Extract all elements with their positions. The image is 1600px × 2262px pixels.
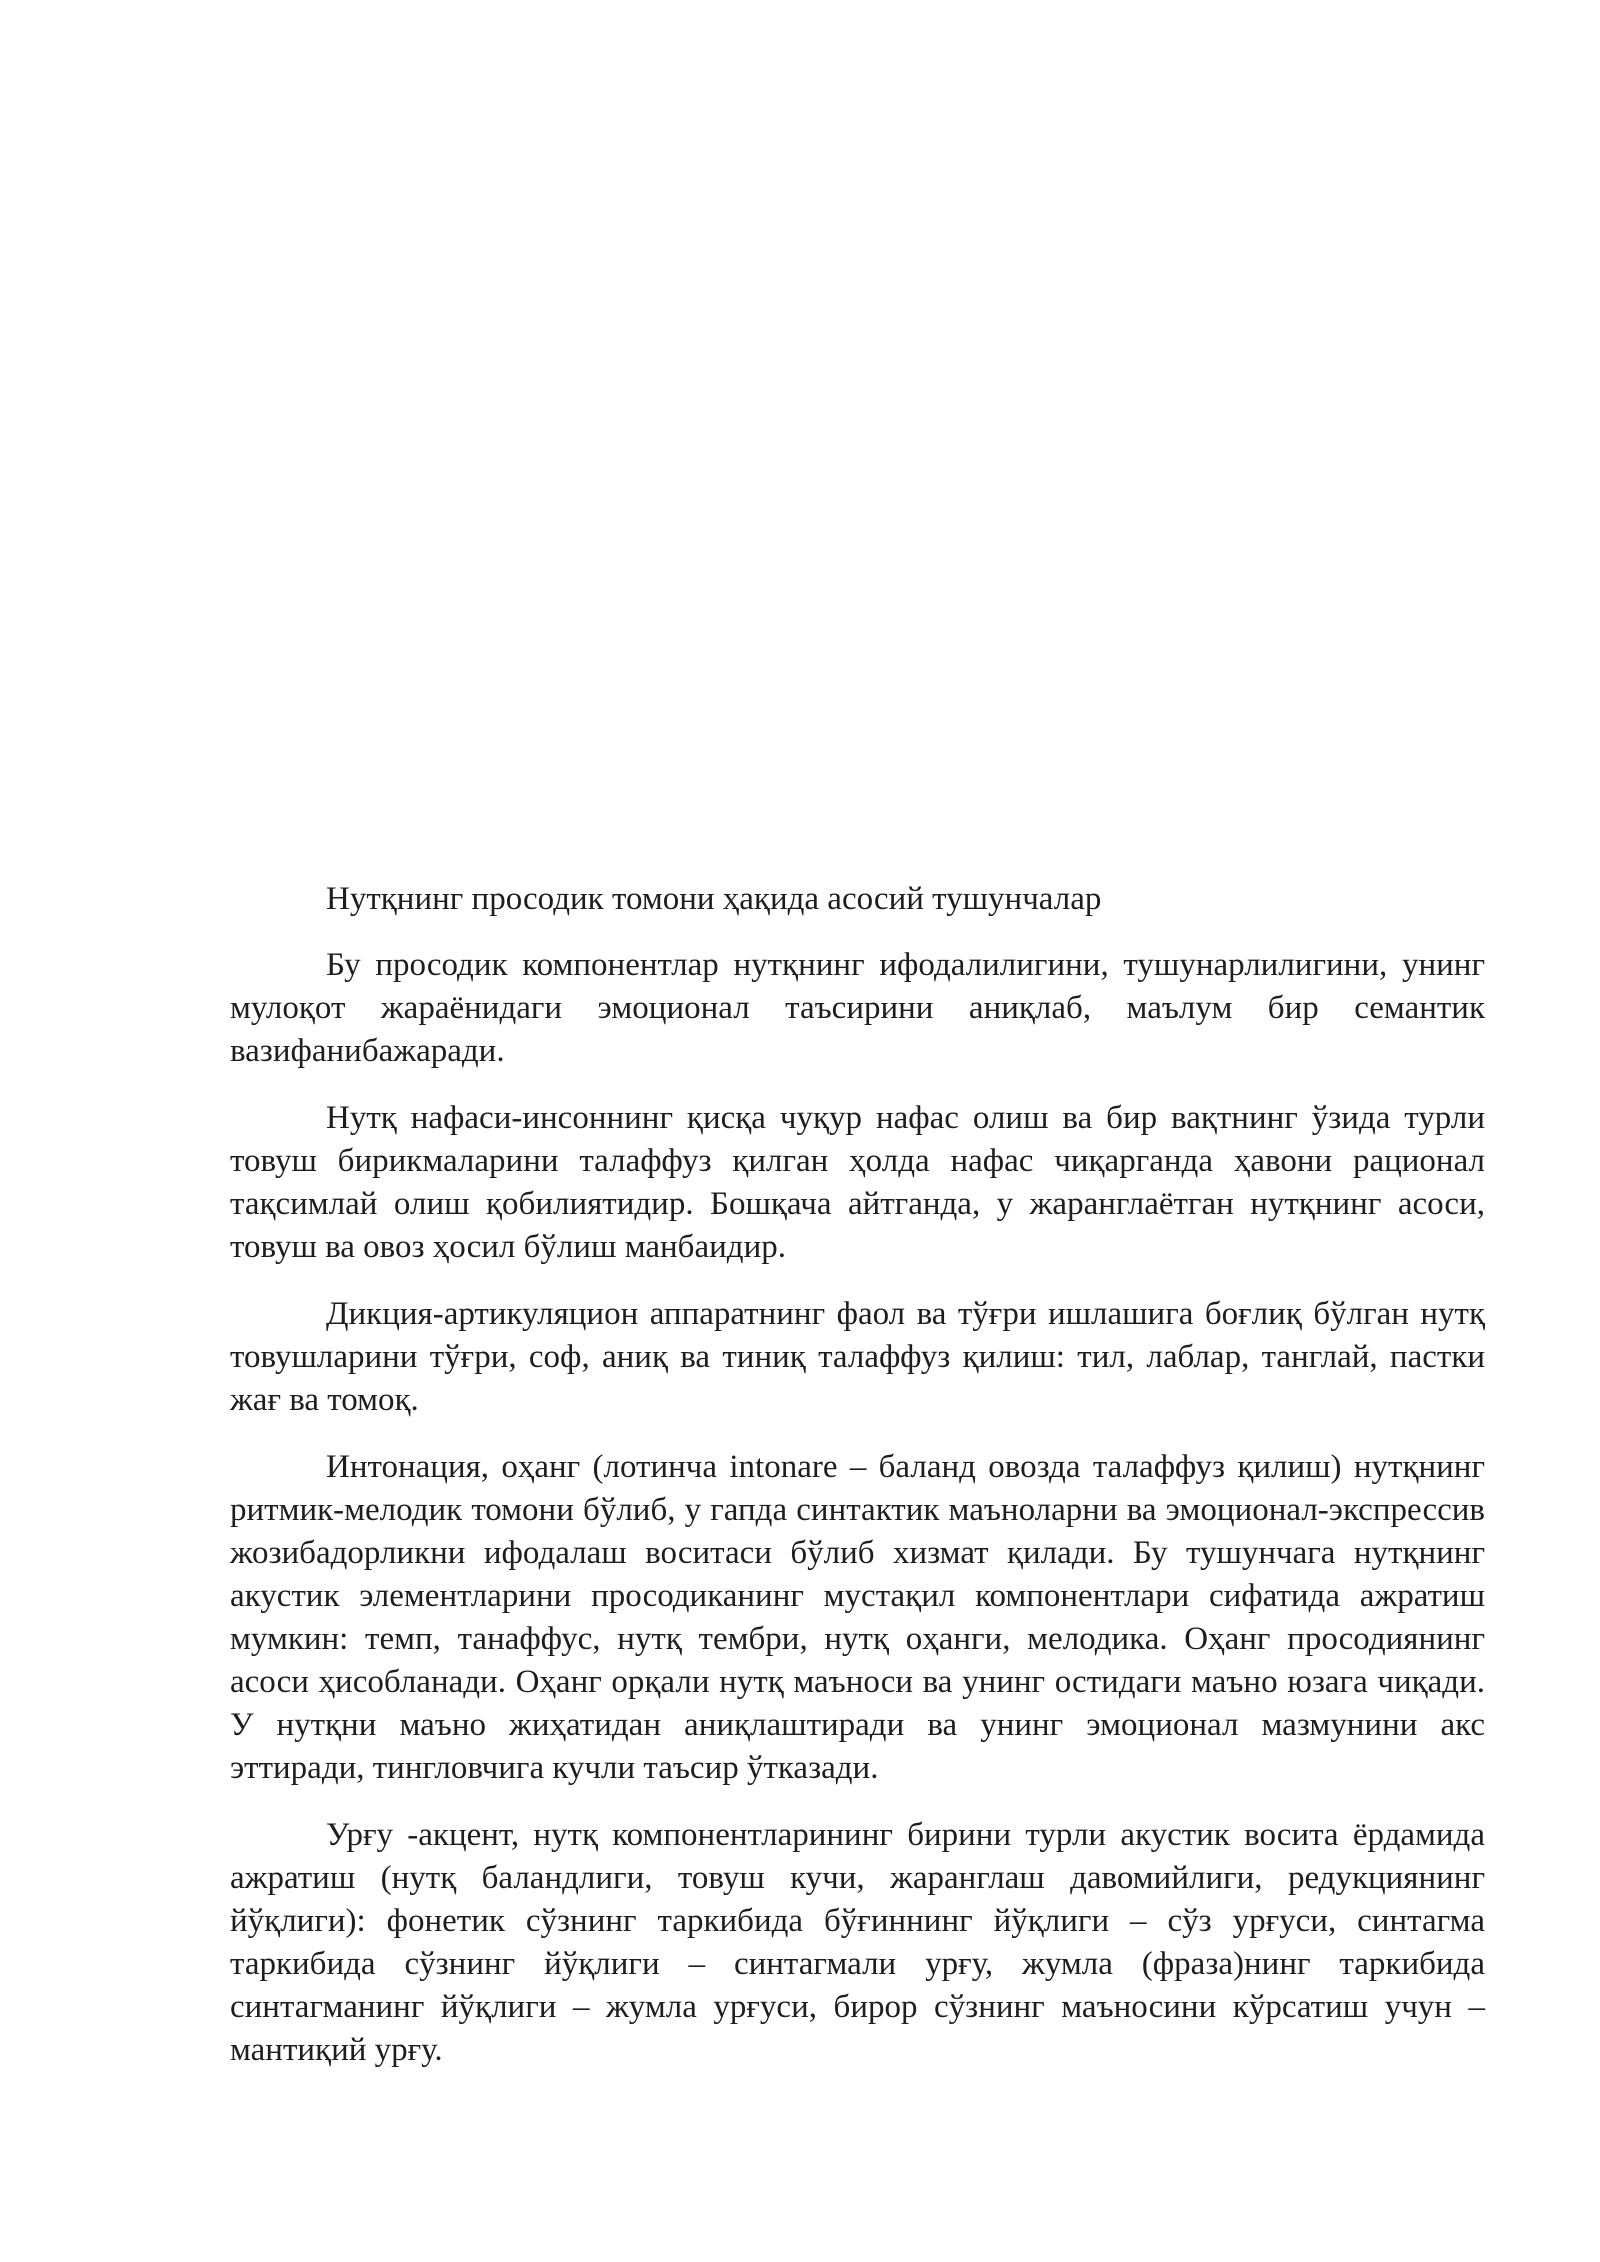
paragraph-speech-breathing: Нутқ нафаси-инсоннинг қисқа чуқур нафас олиш ва бир вақтнинг ўзида турли товуш бирикмаларини талаффуз қилган ҳолда нафас чиқарганда ҳавони рационал тақсимлай олиш қобилиятидир. Бошқача айтганда, у жаранглаётган нутқнинг асоси, товуш ва овоз ҳосил бўлиш манбаидир. [230, 1100, 1485, 1265]
paragraph-stress-accent: Урғу -акцент, нутқ компонентларининг бирини турли акустик восита ёрдамида ажратиш (нутқ баландлиги, товуш кучи, жаранглаш давомийлиги, редукциянинг йўқлиги): фонетик сўзнинг таркибида бўғиннинг йўқлиги – сўз урғуси, синтагма таркибида сўзнинг йўқлиги – синтагмали урғу, жумла (фраза)нинг таркибида синтагманинг йўқлиги – жумла урғуси, бирор сўзнинг маъносини кўрсатиш учун – мантиқий урғу. [230, 1817, 1485, 2068]
document-body [230, 878, 1485, 2096]
paragraph-intonation: Интонация, оҳанг (лотинча intonare – баланд овозда талаффуз қилиш) нутқнинг ритмик-мелодик томони бўлиб, у гапда синтактик маъноларни ва эмоционал-экспрессив жозибадорликни ифодалаш воситаси бўлиб хизмат қилади. Бу тушунчага нутқнинг акустик элементларини просодиканинг мустақил компонентлари сифатида ажратиш мумкин: темп, танаффус, нутқ тембри, нутқ оҳанги, мелодика. Оҳанг просодиянинг асоси ҳисобланади. Оҳанг орқали нутқ маъноси ва унинг остидаги маъно юзага чиқади. У нутқни маъно жиҳатидан аниқлаштиради ва унинг эмоционал мазмунини акс эттиради, тингловчига кучли таъсир ўтказади. [230, 1449, 1485, 1786]
paragraph-diction: Дикция-артикуляцион аппаратнинг фаол ва тўғри ишлашига боғлиқ бўлган нутқ товушларини тўғри, соф, аниқ ва тиниқ талаффуз қилиш: тил, лаблар, танглай, пастки жағ ва томоқ. [230, 1296, 1485, 1418]
document-title: Нутқнинг просодик томони ҳақида асосий тушунчалар [326, 881, 1102, 917]
paragraph-prosodic-components: Бу просодик компонентлар нутқнинг ифодалилигини, тушунарлилигини, унинг мулоқот жараёнидаги эмоционал таъсирини аниқлаб, маълум бир семантик вазифанибажаради. [230, 947, 1485, 1069]
